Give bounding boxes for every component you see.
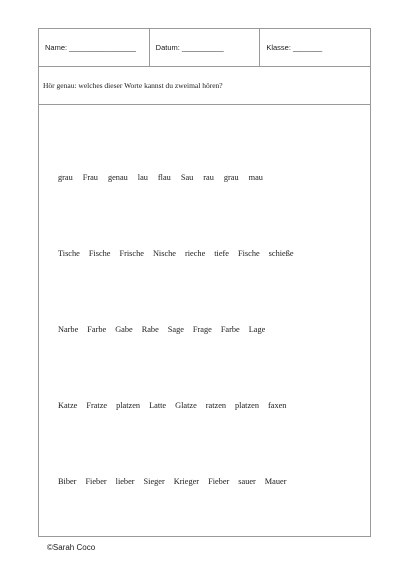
word: grau (58, 172, 73, 182)
word: Frage (192, 324, 212, 334)
word-row-4 (58, 398, 295, 412)
word: Gabe (115, 324, 133, 334)
word: Frische (119, 248, 144, 258)
word: tiefe (214, 248, 229, 258)
word: rau (203, 172, 214, 182)
word-row-3 (58, 322, 274, 336)
worksheet (38, 28, 371, 537)
word: Fieber (85, 476, 107, 486)
date-field: Datum: __________ (149, 29, 260, 66)
word: flau (157, 172, 171, 182)
word: Lage (248, 324, 266, 334)
word: rieche (184, 248, 206, 258)
word: grau (223, 172, 239, 182)
word-row-5 (58, 474, 295, 488)
copyright-footer: ©Sarah Coco (47, 543, 96, 552)
word-row-2 (58, 246, 303, 260)
class-field: Klasse: _______ (259, 29, 370, 66)
word: platzen (116, 400, 141, 410)
word: Katze (58, 400, 78, 410)
word: faxen (268, 400, 287, 410)
word: Fratze (86, 400, 108, 410)
word: Fieber (208, 476, 230, 486)
word: genau (107, 172, 128, 182)
word: Fische (88, 248, 111, 258)
word: sauer (238, 476, 256, 486)
word: Farbe (87, 324, 107, 334)
word: Nische (152, 248, 176, 258)
instruction: Hör genau: welches dieser Worte kannst du zweimal hören? (39, 67, 370, 105)
word: Biber (58, 476, 77, 486)
word: Rabe (141, 324, 159, 334)
header-row (39, 29, 370, 67)
word: Sau (180, 172, 194, 182)
word: Narbe (58, 324, 79, 334)
word: Fische (238, 248, 260, 258)
word: mau (248, 172, 263, 182)
word-row-1 (58, 170, 273, 184)
word: Frau (82, 172, 98, 182)
word: lieber (115, 476, 135, 486)
word: Sage (167, 324, 184, 334)
word: lau (137, 172, 148, 182)
word: Glatze (175, 400, 197, 410)
word: Tische (58, 248, 80, 258)
word: ratzen (205, 400, 227, 410)
word: Sieger (143, 476, 165, 486)
word: platzen (235, 400, 259, 410)
word: Krieger (173, 476, 200, 486)
word: Farbe (220, 324, 240, 334)
word: Mauer (264, 476, 287, 486)
name-field: Name: ________________ (45, 43, 136, 52)
word: Latte (149, 400, 167, 410)
word: schieße (268, 248, 294, 258)
